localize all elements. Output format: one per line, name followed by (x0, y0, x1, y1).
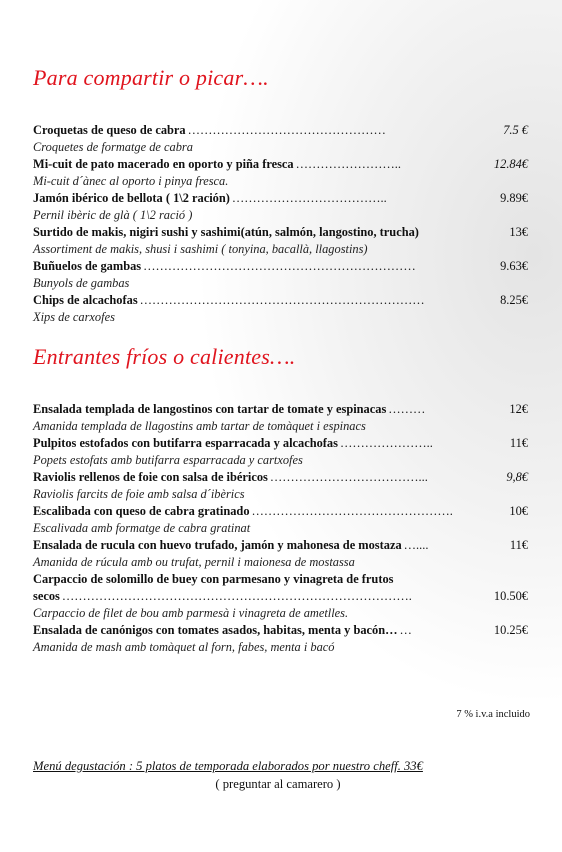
menu-item (33, 190, 528, 224)
dish-name: Jamón ibérico de bellota ( 1\2 ración) (33, 191, 230, 205)
dot-leader: … (399, 623, 412, 637)
dish-translation: Carpaccio de filet de bou amb parmesà i vinagreta de ametlles. (33, 606, 349, 620)
dot-leader: …………………………………………………………… (139, 293, 425, 307)
dish-price: 12€ (509, 402, 528, 416)
dot-leader: ………………………………………… (187, 123, 386, 137)
dish-name: Carpaccio de solomillo de buey con parmesano y vinagreta de frutos (33, 572, 394, 586)
menu-item (33, 156, 528, 190)
menu-item (33, 292, 528, 326)
section-title-entrantes: Entrantes fríos o calientes…. (33, 344, 296, 369)
menu-item (33, 622, 528, 656)
dish-name: Croquetas de queso de cabra (33, 123, 186, 137)
dish-translation: Croquetes de formatge de cabra (33, 140, 193, 154)
ask-waiter-text: ( preguntar al camarero ) (215, 777, 341, 791)
tasting-menu-note: Menú degustación : 5 platos de temporada elaborados por nuestro cheff. 33€ (33, 759, 423, 773)
dish-name: Pulpitos estofados con butifarra esparracada y alcachofas (33, 436, 338, 450)
dish-price: 11€ (509, 538, 528, 552)
dish-price: 10.50€ (493, 589, 528, 603)
dish-price: 9.63€ (500, 259, 528, 273)
dot-leader: …………………………………………. (251, 504, 453, 518)
dish-translation: Mi-cuit d´ànec al oporto i pinya fresca. (33, 174, 229, 188)
dish-price: 9,8€ (506, 470, 528, 484)
dish-name: Ensalada de rucula con huevo trufado, jamón y mahonesa de mostaza (33, 538, 402, 552)
dot-leader: ……………………………….. (231, 191, 387, 205)
dish-price: 12.84€ (493, 157, 528, 171)
dish-name: Mi-cuit de pato macerado en oporto y piña fresca (33, 157, 294, 171)
dish-translation: Bunyols de gambas (33, 276, 130, 290)
menu-item (33, 503, 528, 537)
menu-list-compartir (33, 122, 528, 326)
dish-name: Chips de alcachofas (33, 293, 138, 307)
dish-translation: Pernil ibèric de glà ( 1\2 ració ) (33, 208, 193, 222)
menu-item (33, 469, 528, 503)
dish-price: 11€ (509, 436, 528, 450)
dish-translation: Raviolis farcits de foie amb salsa d´ibèrics (33, 487, 245, 501)
dot-leader: ………………………………... (269, 470, 428, 484)
dish-name: Buñuelos de gambas (33, 259, 142, 273)
dish-name: Escalibada con queso de cabra gratinado (33, 504, 250, 518)
menu-item (33, 224, 528, 258)
dot-leader: ….... (403, 538, 429, 552)
dish-translation: Amanida de mash amb tomàquet al forn, fabes, menta i bacó (33, 640, 335, 654)
dot-leader: ……… (388, 402, 426, 416)
dish-translation: Assortiment de makis, shusi i sashimi ( tonyina, bacallà, llagostins) (33, 242, 368, 256)
dish-translation: Popets estofats amb butifarra esparracada y cartxofes (33, 453, 303, 467)
menu-item (33, 401, 528, 435)
menu-item (33, 571, 528, 622)
dish-price: 7.5 € (503, 123, 528, 137)
menu-list-entrantes (33, 401, 528, 656)
dish-translation: Xips de carxofes (33, 310, 115, 324)
dish-price: 10.25€ (493, 623, 528, 637)
dish-price: 10€ (509, 504, 528, 518)
dish-name: Raviolis rellenos de foie con salsa de ibéricos (33, 470, 268, 484)
menu-item (33, 122, 528, 156)
dish-price: 8.25€ (500, 293, 528, 307)
dish-translation: Escalivada amb formatge de cabra gratinat (33, 521, 251, 535)
dish-name-continuation: secos (33, 589, 60, 603)
dish-price: 9.89€ (500, 191, 528, 205)
menu-item (33, 537, 528, 571)
section-title-compartir: Para compartir o picar…. (33, 65, 269, 90)
menu-item (33, 258, 528, 292)
dish-translation: Amanida de rúcula amb ou trufat, pernil i maionesa de mostassa (33, 555, 355, 569)
dot-leader: ………………….. (339, 436, 433, 450)
menu-item (33, 435, 528, 469)
dish-translation: Amanida templada de llagostins amb tartar de tomàquet i espinacs (33, 419, 366, 433)
dish-name: Surtido de makis, nigiri sushi y sashimi(atún, salmón, langostino, trucha) (33, 225, 419, 239)
ask-waiter-note (0, 777, 562, 792)
dot-leader: …………………….. (295, 157, 401, 171)
dot-leader: ………………………………………………………… (143, 259, 416, 273)
dish-name: Ensalada templada de langostinos con tartar de tomate y espinacas (33, 402, 387, 416)
dish-name: Ensalada de canónigos con tomates asados, habitas, menta y bacón… (33, 623, 398, 637)
dish-price: 13€ (509, 225, 528, 239)
iva-note: 7 % i.v.a incluido (456, 709, 530, 720)
dot-leader: …………………………………………………………………………. (61, 589, 412, 603)
